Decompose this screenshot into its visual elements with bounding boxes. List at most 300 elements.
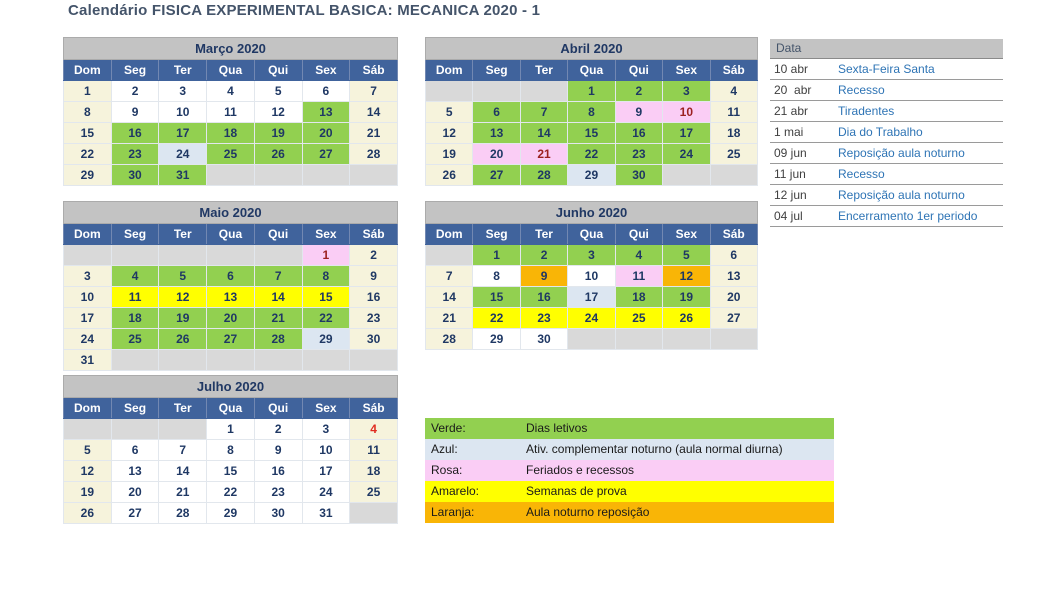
event-row xyxy=(770,164,1003,185)
month-title-row xyxy=(426,38,758,60)
weekday-header-row xyxy=(64,398,398,419)
legend-row xyxy=(425,502,834,523)
empty-cell xyxy=(615,329,662,350)
weekday-header: Sáb xyxy=(350,224,398,245)
day-cell: 11 xyxy=(710,102,757,123)
day-cell: 17 xyxy=(568,287,615,308)
calendar-table-abril-2020 xyxy=(425,37,758,186)
day-cell: 19 xyxy=(426,144,473,165)
day-cell: 29 xyxy=(568,165,615,186)
empty-cell xyxy=(207,165,255,186)
weekday-header: Qua xyxy=(568,60,615,81)
day-cell: 6 xyxy=(473,102,520,123)
day-cell: 8 xyxy=(302,266,350,287)
events-table-rows xyxy=(770,59,1003,227)
event-label: Sexta-Feira Santa xyxy=(838,62,935,76)
day-cell: 20 xyxy=(302,123,350,144)
day-cell: 3 xyxy=(302,419,350,440)
day-cell: 23 xyxy=(254,482,302,503)
event-label: Dia do Trabalho xyxy=(838,125,923,139)
weekday-header: Ter xyxy=(520,224,567,245)
week-row xyxy=(64,440,398,461)
day-cell: 7 xyxy=(426,266,473,287)
day-cell: 27 xyxy=(207,329,255,350)
event-row xyxy=(770,122,1003,143)
month-title-row xyxy=(64,202,398,224)
calendar-junho-2020 xyxy=(425,201,758,350)
day-cell: 25 xyxy=(710,144,757,165)
day-cell: 24 xyxy=(159,144,207,165)
empty-cell xyxy=(350,503,398,524)
empty-cell xyxy=(710,329,757,350)
day-cell: 27 xyxy=(302,144,350,165)
day-cell: 24 xyxy=(663,144,710,165)
weekday-header: Qua xyxy=(207,60,255,81)
event-label: Tiradentes xyxy=(838,104,895,118)
empty-cell xyxy=(64,419,112,440)
event-date: 11 jun xyxy=(774,167,806,181)
day-cell: 4 xyxy=(350,419,398,440)
day-cell: 4 xyxy=(710,81,757,102)
event-row xyxy=(770,59,1003,80)
day-cell: 5 xyxy=(159,266,207,287)
calendar-abril-2020 xyxy=(425,37,758,186)
day-cell: 26 xyxy=(426,165,473,186)
day-cell: 5 xyxy=(663,245,710,266)
day-cell: 14 xyxy=(520,123,567,144)
day-cell: 30 xyxy=(111,165,159,186)
event-row xyxy=(770,101,1003,122)
legend-description: Dias letivos xyxy=(526,421,588,435)
event-label: Reposição aula noturno xyxy=(838,146,965,160)
day-cell: 17 xyxy=(64,308,112,329)
month-title-row xyxy=(64,376,398,398)
day-cell: 31 xyxy=(159,165,207,186)
month-title: Junho 2020 xyxy=(426,202,758,224)
day-cell: 29 xyxy=(64,165,112,186)
day-cell: 21 xyxy=(159,482,207,503)
weekday-header: Dom xyxy=(426,60,473,81)
day-cell: 21 xyxy=(426,308,473,329)
day-cell: 24 xyxy=(568,308,615,329)
week-row xyxy=(426,144,758,165)
weekday-header: Sáb xyxy=(350,60,398,81)
day-cell: 22 xyxy=(302,308,350,329)
day-cell: 23 xyxy=(520,308,567,329)
weekday-header: Sáb xyxy=(710,224,757,245)
day-cell: 9 xyxy=(615,102,662,123)
weekday-header: Seg xyxy=(473,60,520,81)
day-cell: 12 xyxy=(426,123,473,144)
empty-cell xyxy=(207,245,255,266)
day-cell: 28 xyxy=(520,165,567,186)
day-cell: 24 xyxy=(302,482,350,503)
day-cell: 26 xyxy=(159,329,207,350)
calendar-marco-2020 xyxy=(63,37,398,186)
weekday-header: Qua xyxy=(568,224,615,245)
day-cell: 13 xyxy=(207,287,255,308)
day-cell: 10 xyxy=(159,102,207,123)
day-cell: 23 xyxy=(111,144,159,165)
event-date: 09 jun xyxy=(774,146,807,160)
day-cell: 1 xyxy=(473,245,520,266)
day-cell: 18 xyxy=(615,287,662,308)
weekday-header: Ter xyxy=(159,224,207,245)
day-cell: 13 xyxy=(111,461,159,482)
day-cell: 15 xyxy=(64,123,112,144)
weekday-header: Sex xyxy=(663,60,710,81)
event-date: 10 abr xyxy=(774,62,809,76)
empty-cell xyxy=(111,245,159,266)
empty-cell xyxy=(302,165,350,186)
day-cell: 7 xyxy=(159,440,207,461)
calendar-table-maio-2020 xyxy=(63,201,398,371)
day-cell: 7 xyxy=(520,102,567,123)
legend-description: Aula noturno reposição xyxy=(526,505,650,519)
week-row xyxy=(64,287,398,308)
empty-cell xyxy=(159,350,207,371)
day-cell: 3 xyxy=(663,81,710,102)
empty-cell xyxy=(159,419,207,440)
day-cell: 1 xyxy=(302,245,350,266)
day-cell: 19 xyxy=(64,482,112,503)
day-cell: 8 xyxy=(568,102,615,123)
empty-cell xyxy=(350,165,398,186)
day-cell: 11 xyxy=(207,102,255,123)
day-cell: 1 xyxy=(568,81,615,102)
empty-cell xyxy=(663,329,710,350)
day-cell: 7 xyxy=(350,81,398,102)
legend-row xyxy=(425,460,834,481)
empty-cell xyxy=(254,165,302,186)
week-row xyxy=(64,245,398,266)
day-cell: 9 xyxy=(254,440,302,461)
empty-cell xyxy=(473,81,520,102)
empty-cell xyxy=(663,165,710,186)
month-title: Maio 2020 xyxy=(64,202,398,224)
month-title-row xyxy=(64,38,398,60)
week-row xyxy=(64,419,398,440)
weekday-header: Dom xyxy=(64,60,112,81)
weekday-header-row xyxy=(64,60,398,81)
week-row xyxy=(426,81,758,102)
day-cell: 25 xyxy=(350,482,398,503)
day-cell: 27 xyxy=(473,165,520,186)
day-cell: 18 xyxy=(111,308,159,329)
weekday-header: Sex xyxy=(302,398,350,419)
empty-cell xyxy=(159,245,207,266)
day-cell: 15 xyxy=(568,123,615,144)
day-cell: 22 xyxy=(207,482,255,503)
day-cell: 5 xyxy=(64,440,112,461)
week-row xyxy=(64,123,398,144)
weekday-header: Sáb xyxy=(350,398,398,419)
day-cell: 15 xyxy=(207,461,255,482)
day-cell: 11 xyxy=(350,440,398,461)
day-cell: 30 xyxy=(615,165,662,186)
empty-cell xyxy=(426,245,473,266)
event-date: 1 mai xyxy=(774,125,804,139)
day-cell: 2 xyxy=(350,245,398,266)
empty-cell xyxy=(207,350,255,371)
legend-color-name: Rosa: xyxy=(431,463,463,477)
week-row xyxy=(64,503,398,524)
weekday-header: Sex xyxy=(663,224,710,245)
day-cell: 19 xyxy=(159,308,207,329)
event-date: 21 abr xyxy=(774,104,809,118)
day-cell: 24 xyxy=(64,329,112,350)
day-cell: 13 xyxy=(302,102,350,123)
day-cell: 11 xyxy=(111,287,159,308)
day-cell: 26 xyxy=(254,144,302,165)
events-table xyxy=(770,39,1003,227)
day-cell: 29 xyxy=(207,503,255,524)
calendar-table-julho-2020 xyxy=(63,375,398,524)
weekday-header: Sáb xyxy=(710,60,757,81)
day-cell: 21 xyxy=(254,308,302,329)
day-cell: 30 xyxy=(350,329,398,350)
empty-cell xyxy=(111,419,159,440)
day-cell: 12 xyxy=(64,461,112,482)
calendar-table-marco-2020 xyxy=(63,37,398,186)
day-cell: 28 xyxy=(350,144,398,165)
legend-row xyxy=(425,481,834,502)
day-cell: 30 xyxy=(254,503,302,524)
day-cell: 28 xyxy=(426,329,473,350)
event-label: Recesso xyxy=(838,83,885,97)
month-title: Julho 2020 xyxy=(64,376,398,398)
day-cell: 3 xyxy=(568,245,615,266)
empty-cell xyxy=(350,350,398,371)
weekday-header: Ter xyxy=(159,60,207,81)
legend-description: Ativ. complementar noturno (aula normal diurna) xyxy=(526,442,783,456)
weekday-header-row xyxy=(426,60,758,81)
day-cell: 14 xyxy=(159,461,207,482)
day-cell: 25 xyxy=(615,308,662,329)
legend-color-name: Azul: xyxy=(431,442,458,456)
week-row xyxy=(426,266,758,287)
day-cell: 19 xyxy=(663,287,710,308)
event-row xyxy=(770,206,1003,227)
week-row xyxy=(64,165,398,186)
event-row xyxy=(770,185,1003,206)
day-cell: 10 xyxy=(302,440,350,461)
day-cell: 8 xyxy=(473,266,520,287)
weekday-header: Seg xyxy=(111,398,159,419)
weekday-header: Seg xyxy=(111,224,159,245)
day-cell: 22 xyxy=(64,144,112,165)
week-row xyxy=(426,123,758,144)
day-cell: 27 xyxy=(111,503,159,524)
day-cell: 18 xyxy=(207,123,255,144)
day-cell: 26 xyxy=(663,308,710,329)
day-cell: 13 xyxy=(473,123,520,144)
empty-cell xyxy=(426,81,473,102)
day-cell: 21 xyxy=(350,123,398,144)
day-cell: 14 xyxy=(426,287,473,308)
day-cell: 13 xyxy=(710,266,757,287)
weekday-header: Sex xyxy=(302,60,350,81)
day-cell: 28 xyxy=(159,503,207,524)
day-cell: 9 xyxy=(111,102,159,123)
month-title-row xyxy=(426,202,758,224)
week-row xyxy=(64,482,398,503)
page-title: Calendário FISICA EXPERIMENTAL BASICA: MECANICA 2020 - 1 xyxy=(68,2,541,19)
day-cell: 5 xyxy=(426,102,473,123)
day-cell: 6 xyxy=(710,245,757,266)
day-cell: 4 xyxy=(207,81,255,102)
week-row xyxy=(64,350,398,371)
day-cell: 20 xyxy=(111,482,159,503)
legend-color-name: Laranja: xyxy=(431,505,475,519)
day-cell: 8 xyxy=(207,440,255,461)
week-row xyxy=(64,461,398,482)
day-cell: 9 xyxy=(350,266,398,287)
legend-row xyxy=(425,418,834,439)
legend-description: Semanas de prova xyxy=(526,484,627,498)
day-cell: 14 xyxy=(350,102,398,123)
day-cell: 20 xyxy=(207,308,255,329)
events-table-header: Data xyxy=(770,39,1003,59)
weekday-header: Qua xyxy=(207,224,255,245)
weekday-header-row xyxy=(426,224,758,245)
day-cell: 12 xyxy=(159,287,207,308)
day-cell: 10 xyxy=(663,102,710,123)
day-cell: 2 xyxy=(615,81,662,102)
calendar-maio-2020 xyxy=(63,201,398,371)
day-cell: 1 xyxy=(64,81,112,102)
empty-cell xyxy=(254,245,302,266)
event-row xyxy=(770,80,1003,101)
weekday-header: Dom xyxy=(426,224,473,245)
day-cell: 26 xyxy=(64,503,112,524)
day-cell: 25 xyxy=(111,329,159,350)
day-cell: 23 xyxy=(350,308,398,329)
week-row xyxy=(426,287,758,308)
day-cell: 31 xyxy=(302,503,350,524)
day-cell: 31 xyxy=(64,350,112,371)
empty-cell xyxy=(710,165,757,186)
month-title: Março 2020 xyxy=(64,38,398,60)
legend-color-name: Verde: xyxy=(431,421,466,435)
day-cell: 16 xyxy=(520,287,567,308)
day-cell: 30 xyxy=(520,329,567,350)
weekday-header: Qui xyxy=(615,60,662,81)
weekday-header: Sex xyxy=(302,224,350,245)
empty-cell xyxy=(64,245,112,266)
day-cell: 12 xyxy=(254,102,302,123)
week-row xyxy=(426,165,758,186)
day-cell: 1 xyxy=(207,419,255,440)
weekday-header: Qui xyxy=(254,224,302,245)
weekday-header: Qui xyxy=(254,60,302,81)
event-date: 04 jul xyxy=(774,209,803,223)
legend-description: Feriados e recessos xyxy=(526,463,635,477)
day-cell: 10 xyxy=(64,287,112,308)
day-cell: 18 xyxy=(710,123,757,144)
weekday-header: Qui xyxy=(254,398,302,419)
weekday-header: Seg xyxy=(111,60,159,81)
day-cell: 20 xyxy=(473,144,520,165)
day-cell: 2 xyxy=(254,419,302,440)
day-cell: 2 xyxy=(111,81,159,102)
day-cell: 29 xyxy=(302,329,350,350)
day-cell: 17 xyxy=(663,123,710,144)
event-date: 20 abr xyxy=(774,83,812,97)
day-cell: 7 xyxy=(254,266,302,287)
week-row xyxy=(426,245,758,266)
day-cell: 4 xyxy=(111,266,159,287)
day-cell: 11 xyxy=(615,266,662,287)
empty-cell xyxy=(302,350,350,371)
empty-cell xyxy=(111,350,159,371)
weekday-header-row xyxy=(64,224,398,245)
day-cell: 19 xyxy=(254,123,302,144)
day-cell: 20 xyxy=(710,287,757,308)
day-cell: 22 xyxy=(473,308,520,329)
week-row xyxy=(64,266,398,287)
weekday-header: Ter xyxy=(520,60,567,81)
day-cell: 17 xyxy=(159,123,207,144)
day-cell: 3 xyxy=(159,81,207,102)
day-cell: 9 xyxy=(520,266,567,287)
day-cell: 8 xyxy=(64,102,112,123)
day-cell: 12 xyxy=(663,266,710,287)
weekday-header: Ter xyxy=(159,398,207,419)
day-cell: 14 xyxy=(254,287,302,308)
day-cell: 22 xyxy=(568,144,615,165)
week-row xyxy=(64,81,398,102)
day-cell: 18 xyxy=(350,461,398,482)
week-row xyxy=(426,102,758,123)
empty-cell xyxy=(520,81,567,102)
day-cell: 4 xyxy=(615,245,662,266)
week-row xyxy=(426,308,758,329)
day-cell: 21 xyxy=(520,144,567,165)
day-cell: 5 xyxy=(254,81,302,102)
event-label: Recesso xyxy=(838,167,885,181)
day-cell: 6 xyxy=(111,440,159,461)
day-cell: 15 xyxy=(473,287,520,308)
day-cell: 29 xyxy=(473,329,520,350)
legend-row xyxy=(425,439,834,460)
event-label: Encerramento 1er periodo xyxy=(838,209,978,223)
week-row xyxy=(64,102,398,123)
event-row xyxy=(770,143,1003,164)
month-title: Abril 2020 xyxy=(426,38,758,60)
day-cell: 17 xyxy=(302,461,350,482)
day-cell: 2 xyxy=(520,245,567,266)
calendar-table-junho-2020 xyxy=(425,201,758,350)
weekday-header: Seg xyxy=(473,224,520,245)
day-cell: 28 xyxy=(254,329,302,350)
day-cell: 6 xyxy=(302,81,350,102)
event-date: 12 jun xyxy=(774,188,807,202)
weekday-header: Qua xyxy=(207,398,255,419)
day-cell: 27 xyxy=(710,308,757,329)
week-row xyxy=(426,329,758,350)
empty-cell xyxy=(254,350,302,371)
day-cell: 23 xyxy=(615,144,662,165)
week-row xyxy=(64,144,398,165)
weekday-header: Dom xyxy=(64,224,112,245)
week-row xyxy=(64,308,398,329)
weekday-header: Dom xyxy=(64,398,112,419)
legend-color-name: Amarelo: xyxy=(431,484,480,498)
color-legend xyxy=(425,418,834,523)
calendar-julho-2020 xyxy=(63,375,398,524)
day-cell: 16 xyxy=(111,123,159,144)
